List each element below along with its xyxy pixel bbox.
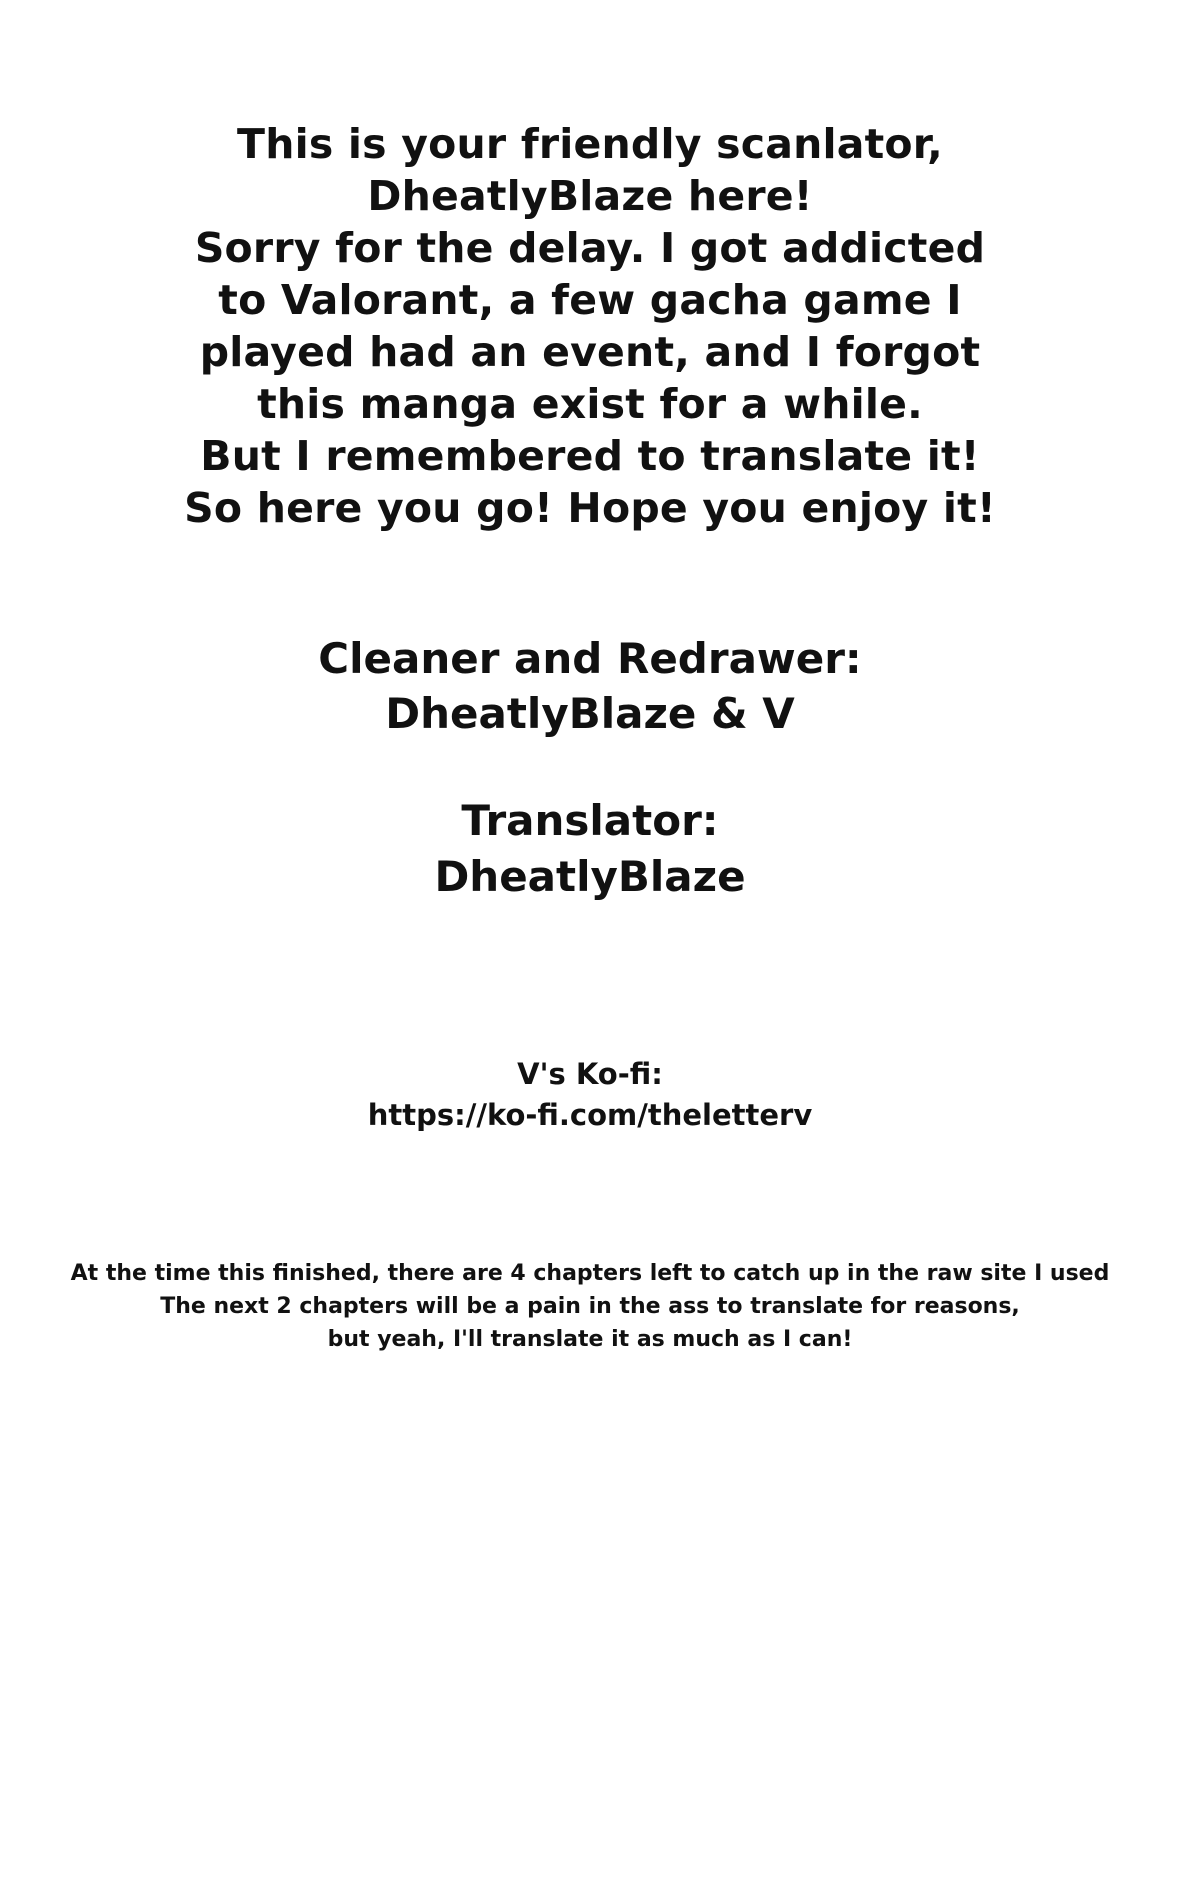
kofi-link[interactable]: https://ko-fi.com/theletterv (367, 1097, 813, 1132)
translator-role-label: Translator: (461, 796, 719, 846)
translator-name: DheatlyBlaze (434, 851, 746, 901)
cleaner-role-label: Cleaner and Redrawer: (318, 633, 862, 683)
intro-line-1: This is your friendly scanlator, (237, 120, 943, 168)
intro-line-5: played had an event, and I forgot (199, 328, 981, 377)
intro-line-8: So here you go! Hope you enjoy it! (184, 484, 996, 533)
footnote-line-2: The next 2 chapters will be a pain in the ass to translate for reasons, (160, 1294, 1020, 1320)
intro-line-6: this manga exist for a while. (257, 380, 923, 429)
kofi-label: V's Ko-fi: (517, 1057, 663, 1092)
scanlation-credits-page (0, 118, 1180, 1888)
cleaner-name: DheatlyBlaze & V (385, 688, 795, 738)
credits-spacer (0, 741, 1180, 793)
intro-message (0, 118, 1180, 535)
intro-line-4: to Valorant, a few gacha game I (218, 276, 962, 325)
intro-line-3: Sorry for the delay. I got addicted (194, 224, 986, 273)
footnote-section (0, 1257, 1180, 1356)
footnote-line-1: At the time this finished, there are 4 chapters left to catch up in the raw site I used (70, 1261, 1110, 1287)
intro-line-2: DheatlyBlaze here! (367, 172, 813, 221)
footnote-line-3: but yeah, I'll translate it as much as I can! (327, 1327, 853, 1353)
kofi-section (0, 1054, 1180, 1135)
intro-line-7: But I remembered to translate it! (200, 432, 980, 481)
credits-section (0, 631, 1180, 905)
